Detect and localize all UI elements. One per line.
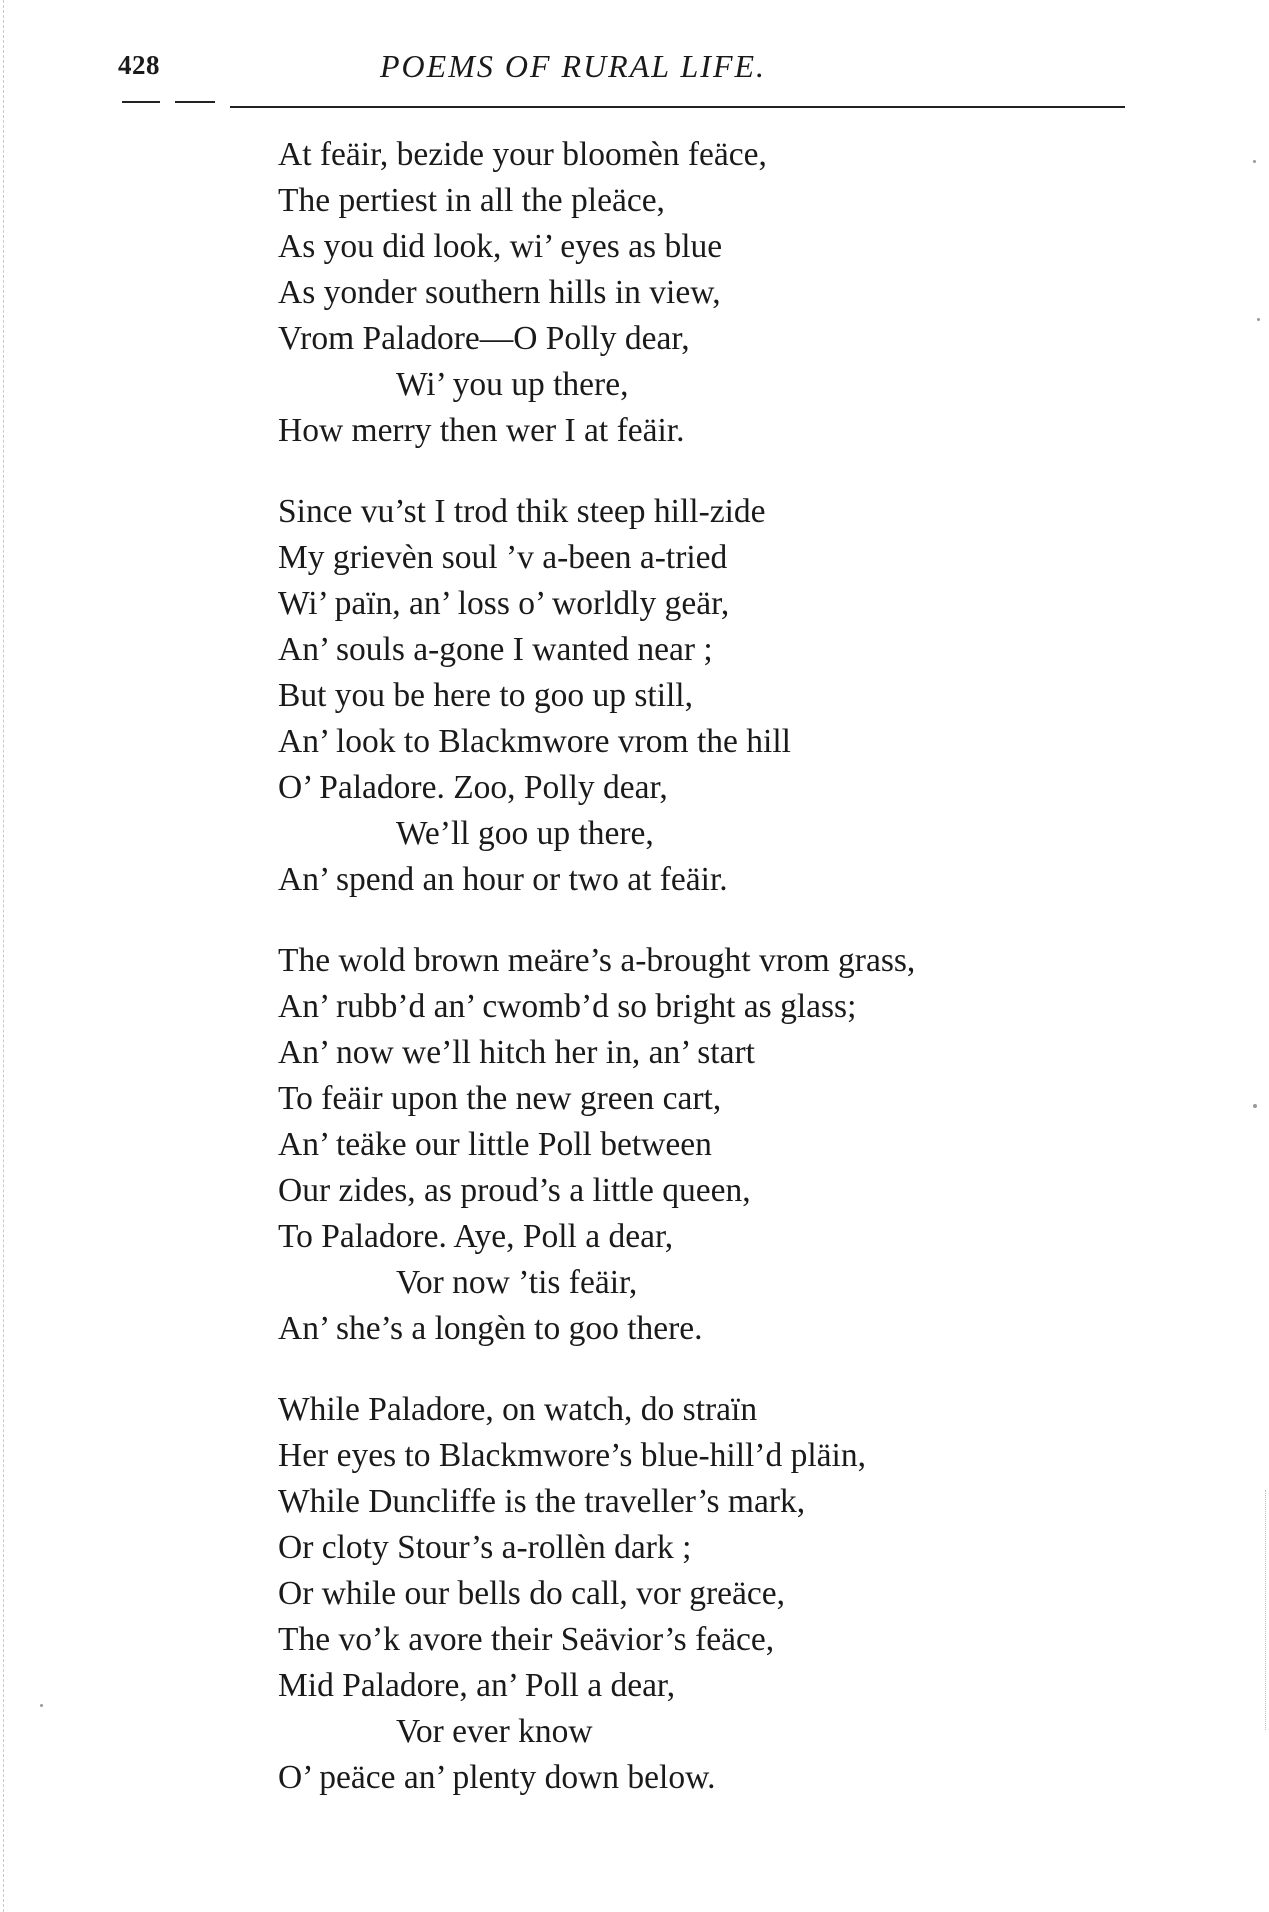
poem-line: O’ Paladore. Zoo, Polly dear, — [278, 769, 668, 806]
poem-line: To Paladore. Aye, Poll a dear, — [278, 1218, 674, 1255]
poem-line: Or while our bells do call, vor greäce, — [278, 1575, 785, 1612]
poem-line: While Duncliffe is the traveller’s mark, — [278, 1483, 806, 1520]
poem-line: Vor now ’tis feäir, — [396, 1264, 638, 1301]
stanza — [278, 132, 1178, 454]
poem-line: But you be here to goo up still, — [278, 677, 693, 714]
poem-line: How merry then wer I at feäir. — [278, 412, 685, 449]
poem-line: Or cloty Stour’s a-rollèn dark ; — [278, 1529, 692, 1566]
running-title: POEMS OF RURAL LIFE. — [380, 48, 767, 84]
stanza — [278, 938, 1178, 1352]
poem-line: Vor ever know — [396, 1713, 593, 1750]
poem-line: Her eyes to Blackmwore’s blue-hill’d pläin, — [278, 1437, 866, 1474]
poem-line: We’ll goo up there, — [396, 815, 654, 852]
poem-line: As yonder southern hills in view, — [278, 274, 721, 311]
poem-body — [278, 132, 1178, 1836]
paper-speck — [40, 1704, 43, 1707]
poem-line: To feäir upon the new green cart, — [278, 1080, 722, 1117]
poem-line: Our zides, as proud’s a little queen, — [278, 1172, 751, 1209]
poem-line: An’ rubb’d an’ cwomb’d so bright as glass; — [278, 988, 857, 1025]
poem-line: An’ spend an hour or two at feäir. — [278, 861, 728, 898]
poem-line: At feäir, bezide your bloomèn feäce, — [278, 136, 767, 173]
poem-line: As you did look, wi’ eyes as blue — [278, 228, 723, 265]
page-number: 428 — [118, 50, 160, 80]
header-rule — [230, 106, 1125, 108]
poem-line: Mid Paladore, an’ Poll a dear, — [278, 1667, 676, 1704]
poem-line: An’ souls a-gone I wanted near ; — [278, 631, 713, 668]
poem-line: An’ now we’ll hitch her in, an’ start — [278, 1034, 755, 1071]
poem-line: The vo’k avore their Seävior’s feäce, — [278, 1621, 775, 1658]
paper-speck — [1257, 318, 1260, 321]
stanza — [278, 489, 1178, 903]
poem-line: An’ teäke our little Poll between — [278, 1126, 712, 1163]
stanza — [278, 1387, 1178, 1801]
poem-line: The wold brown meäre’s a-brought vrom grass, — [278, 942, 916, 979]
header-rule-short — [175, 101, 215, 103]
paper-speck — [1253, 160, 1256, 163]
header-rule-short — [122, 101, 160, 103]
poem-line: Vrom Paladore—O Polly dear, — [278, 320, 690, 357]
poem-line: My grievèn soul ’v a-been a-tried — [278, 539, 728, 576]
poem-line: Since vu’st I trod thik steep hill-zide — [278, 493, 766, 530]
poem-line: An’ she’s a longèn to goo there. — [278, 1310, 703, 1347]
page-header — [0, 0, 1269, 120]
page-edge — [3, 0, 4, 1912]
poem-line: Wi’ païn, an’ loss o’ worldly geär, — [278, 585, 730, 622]
poem-line: An’ look to Blackmwore vrom the hill — [278, 723, 791, 760]
poem-line: The pertiest in all the pleäce, — [278, 182, 665, 219]
margin-noise — [1265, 1490, 1268, 1730]
poem-line: Wi’ you up there, — [396, 366, 629, 403]
poem-line: O’ peäce an’ plenty down below. — [278, 1759, 716, 1796]
poem-line: While Paladore, on watch, do straïn — [278, 1391, 758, 1428]
paper-speck — [1253, 1104, 1257, 1108]
